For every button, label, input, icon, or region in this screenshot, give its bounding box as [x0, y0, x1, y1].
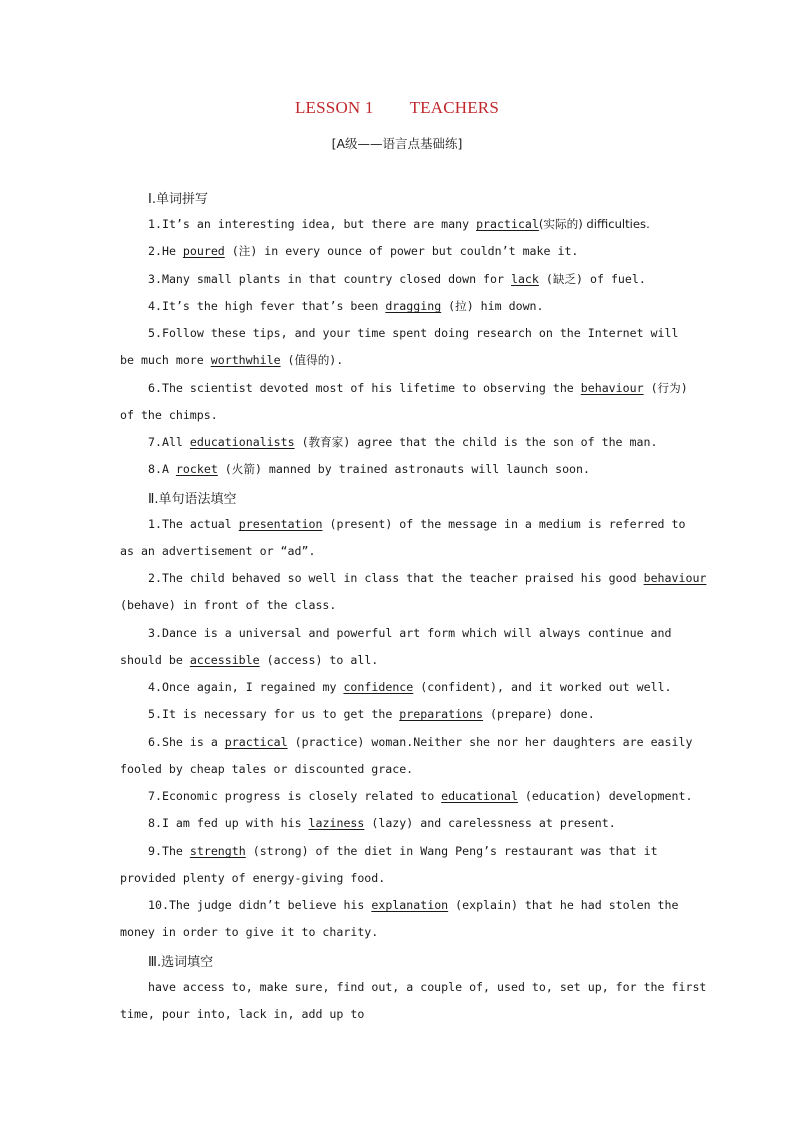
section-heading-1: Ⅰ.单词拼写: [148, 192, 208, 207]
exercise-line: 2.The child behaved so well in class that the teacher praised his good behaviour: [148, 571, 707, 585]
answer-blank: presentation: [238, 517, 323, 531]
exercise-line: 5.It is necessary for us to get the preparations (prepare) done.: [148, 707, 595, 721]
exercise-line: 5.Follow these tips, and your time spent doing research on the Internet will: [148, 326, 679, 340]
answer-blank: educational: [441, 789, 518, 803]
answer-blank: preparations: [399, 707, 484, 721]
level-subtitle: [A级——语言点基础练]: [331, 136, 463, 151]
exercise-line: 1.The actual presentation (present) of the message in a medium is referred to: [148, 517, 686, 531]
section-heading-2: Ⅱ.单句语法填空: [148, 492, 237, 507]
exercise-line: 7.Economic progress is closely related to educational (education) development.: [148, 789, 693, 803]
exercise-line: 7.All educationalists (教育家) agree that the child is the son of the man.: [148, 435, 658, 449]
exercise-line: 10.The judge didn’t believe his explanation (explain) that he had stolen the: [148, 898, 679, 912]
exercise-line: should be accessible (access) to all.: [120, 653, 379, 667]
exercise-line: 9.The strength (strong) of the diet in Wang Peng’s restaurant was that it: [148, 844, 658, 858]
exercise-line: 8.A rocket (火箭) manned by trained astronauts will launch soon.: [148, 462, 591, 476]
exercise-line: as an advertisement or “ad”.: [120, 544, 316, 558]
exercise-line: of the chimps.: [120, 408, 218, 422]
exercise-line: money in order to give it to charity.: [120, 925, 379, 939]
exercise-line: 3.Many small plants in that country closed down for lack (缺乏) of fuel.: [148, 272, 646, 286]
answer-blank: dragging: [385, 299, 442, 313]
exercise-line: 4.It’s the high fever that’s been dragging (拉) him down.: [148, 299, 544, 313]
exercise-line: 6.She is a practical (practice) woman.Neither she nor her daughters are easily: [148, 735, 693, 749]
word-bank-line: have access to, make sure, find out, a couple of, used to, set up, for the first: [148, 980, 707, 994]
answer-blank: practical: [224, 735, 288, 749]
exercise-line: fooled by cheap tales or discounted grace.: [120, 762, 414, 776]
lesson-name: TEACHERS: [409, 98, 500, 117]
exercise-line: provided plenty of energy-giving food.: [120, 871, 386, 885]
answer-blank: poured: [182, 244, 225, 258]
answer-blank: behaviour: [580, 381, 644, 395]
answer-blank: confidence: [343, 680, 414, 694]
exercise-line: 8.I am fed up with his laziness (lazy) and carelessness at present.: [148, 816, 616, 830]
exercise-line: 1.It’s an interesting idea, but there are many practical(实际的) difficulties.: [148, 217, 650, 231]
answer-blank: strength: [189, 844, 246, 858]
answer-blank: laziness: [308, 816, 365, 830]
exercise-line: 6.The scientist devoted most of his lifetime to observing the behaviour (行为): [148, 381, 688, 395]
exercise-line: (behave) in front of the class.: [120, 598, 337, 612]
answer-blank: lack: [510, 272, 539, 286]
answer-blank: rocket: [175, 462, 218, 476]
section-heading-3: Ⅲ.选词填空: [148, 955, 214, 970]
word-bank-line: time, pour into, lack in, add up to: [120, 1007, 365, 1021]
exercise-line: be much more worthwhile (值得的).: [120, 353, 344, 367]
lesson-title: [0, 98, 794, 118]
answer-blank: explanation: [371, 898, 449, 912]
answer-blank: worthwhile: [210, 353, 281, 367]
exercise-line: 2.He poured (注) in every ounce of power but couldn’t make it.: [148, 244, 579, 258]
answer-blank: practical: [476, 217, 539, 231]
answer-blank: accessible: [189, 653, 260, 667]
answer-blank: behaviour: [643, 571, 707, 585]
exercise-line: 3.Dance is a universal and powerful art form which will always continue and: [148, 626, 672, 640]
exercise-line: 4.Once again, I regained my confidence (confident), and it worked out well.: [148, 680, 672, 694]
lesson-number: LESSON 1: [294, 98, 374, 117]
answer-blank: educationalists: [189, 435, 295, 449]
